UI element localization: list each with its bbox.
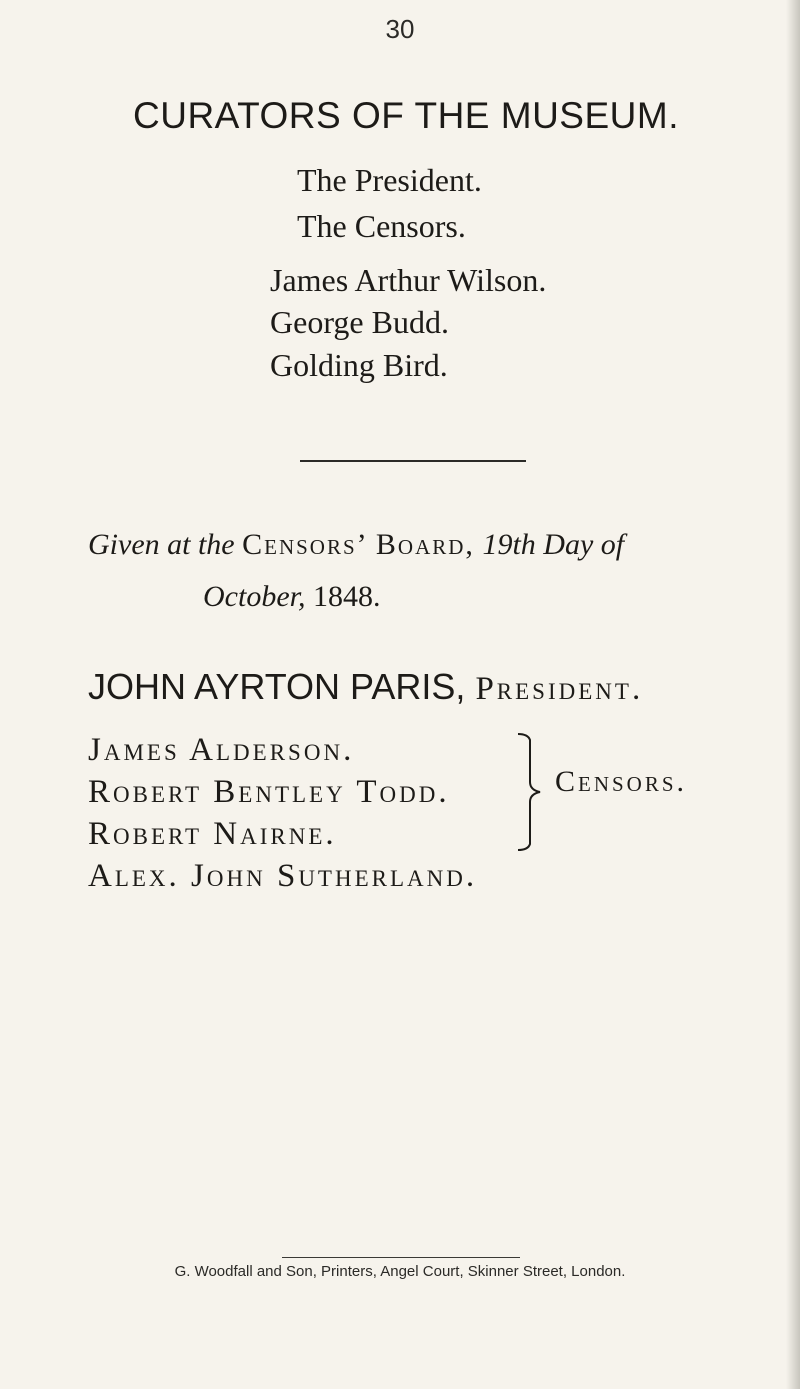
censor-name: Robert Nairne. bbox=[88, 816, 337, 852]
given-date-line bbox=[203, 580, 380, 614]
given-prefix: Given at the bbox=[88, 528, 235, 561]
president-signature bbox=[88, 666, 643, 708]
president-role: President. bbox=[475, 671, 644, 707]
given-statement bbox=[88, 528, 624, 562]
censor-name: Alex. John Sutherland. bbox=[88, 858, 478, 894]
page-edge-shadow bbox=[786, 0, 800, 1389]
page-number: 30 bbox=[385, 14, 415, 44]
printer-divider bbox=[282, 1257, 520, 1258]
given-day: 19th Day of bbox=[482, 528, 625, 561]
given-year: 1848. bbox=[312, 580, 381, 613]
printer-imprint: G. Woodfall and Son, Printers, Angel Court, Skinner Street, London. bbox=[174, 1263, 626, 1280]
curator-president: The President. bbox=[297, 162, 482, 198]
given-month: October, bbox=[203, 580, 306, 613]
given-board: Censors’ Board, bbox=[242, 528, 475, 561]
curator-member: James Arthur Wilson. bbox=[270, 262, 547, 298]
censor-name: James Alderson. bbox=[88, 732, 355, 768]
censors-label: Censors. bbox=[555, 765, 688, 798]
section-divider bbox=[300, 460, 526, 462]
censor-name: Robert Bentley Todd. bbox=[88, 774, 450, 810]
curator-censors: The Censors. bbox=[297, 208, 466, 244]
president-name: JOHN AYRTON PARIS, bbox=[88, 666, 466, 707]
bracket-brace bbox=[518, 732, 542, 852]
curators-heading: CURATORS OF THE MUSEUM. bbox=[133, 95, 679, 136]
curator-member: George Budd. bbox=[270, 304, 449, 340]
curator-member: Golding Bird. bbox=[270, 347, 448, 383]
